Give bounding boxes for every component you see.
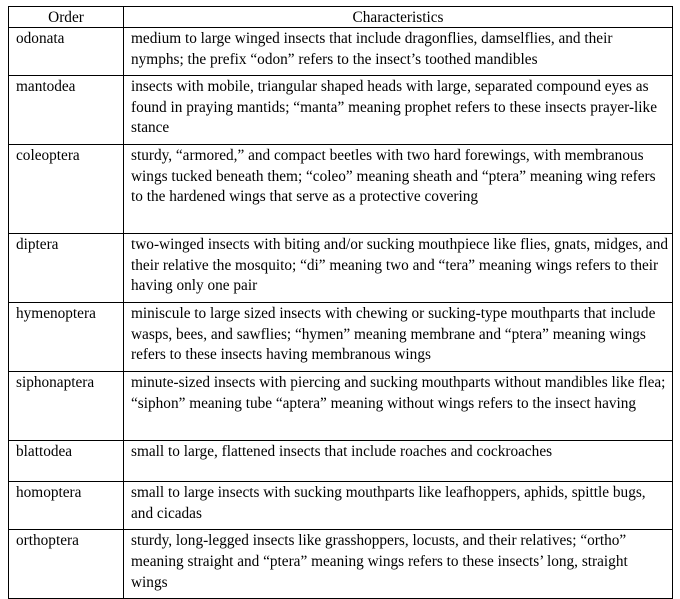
order-cell: blattodea — [9, 441, 124, 482]
order-cell: diptera — [9, 234, 124, 303]
table-row — [9, 234, 673, 303]
table-row — [9, 372, 673, 441]
column-header-characteristics: Characteristics — [124, 7, 673, 28]
table-row — [9, 482, 673, 530]
table-header-row — [9, 7, 673, 28]
order-cell: hymenoptera — [9, 303, 124, 372]
column-header-order: Order — [9, 7, 124, 28]
table-row — [9, 303, 673, 372]
insect-orders-table-wrapper — [8, 6, 673, 599]
characteristics-cell: sturdy, long-legged insects like grasshoppers, locusts, and their relatives; “ortho” meaning straight and “ptera” meaning wings refers to these insects’ long, straight wings — [124, 530, 673, 599]
table-row — [9, 441, 673, 482]
characteristics-cell: insects with mobile, triangular shaped heads with large, separated compound eyes as found in praying mantids; “manta” meaning prophet refers to these insects prayer-like stance — [124, 76, 673, 145]
table-row — [9, 530, 673, 599]
characteristics-cell: small to large insects with sucking mouthparts like leafhoppers, aphids, spittle bugs, and cicadas — [124, 482, 673, 530]
order-cell: siphonaptera — [9, 372, 124, 441]
order-cell: mantodea — [9, 76, 124, 145]
order-cell: odonata — [9, 28, 124, 76]
characteristics-cell: sturdy, “armored,” and compact beetles with two hard forewings, with membranous wings tucked beneath them; “coleo” meaning sheath and “ptera” meaning wing refers to the hardened wings that serve as a protective covering — [124, 145, 673, 234]
order-cell: orthoptera — [9, 530, 124, 599]
table-row — [9, 145, 673, 234]
insect-orders-table — [8, 6, 673, 599]
characteristics-cell: minute-sized insects with piercing and sucking mouthparts without mandibles like flea; “siphon” meaning tube “aptera” meaning without wings refers to the insect having — [124, 372, 673, 441]
characteristics-cell: medium to large winged insects that include dragonflies, damselflies, and their nymphs; the prefix “odon” refers to the insect’s toothed mandibles — [124, 28, 673, 76]
order-cell: homoptera — [9, 482, 124, 530]
order-cell: coleoptera — [9, 145, 124, 234]
characteristics-cell: two-winged insects with biting and/or sucking mouthpiece like flies, gnats, midges, and their relative the mosquito; “di” meaning two and “tera” meaning wings refers to their having only one pair — [124, 234, 673, 303]
table-row — [9, 76, 673, 145]
characteristics-cell: small to large, flattened insects that include roaches and cockroaches — [124, 441, 673, 482]
table-row — [9, 28, 673, 76]
characteristics-cell: miniscule to large sized insects with chewing or sucking-type mouthparts that include wasps, bees, and sawflies; “hymen” meaning membrane and “ptera” meaning wings refers to these insects having membranous wings — [124, 303, 673, 372]
